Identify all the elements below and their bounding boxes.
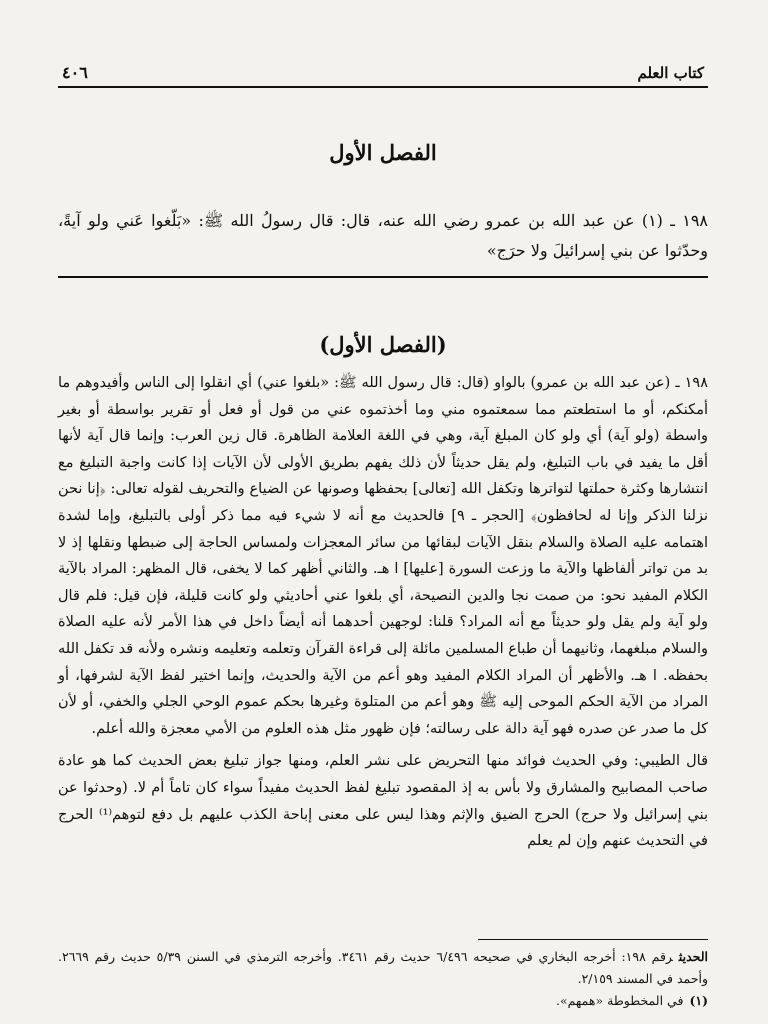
footnotes bbox=[58, 946, 708, 1012]
commentary-paragraph: قال الطيبي: وفي الحديث فوائد منها التحريض على نشر العلم، ومنها جواز تبليغ بعض الحديث كما هو عادة صاحب المصابيح والمشارق ولا بأس به إذ المقصود تبليغ لفظ الحديث مفيداً سواء كان تاماً أم لا. (وحدثوا عن بني إسرائيل ولا حرج) الحرج الضيق والإثم وهذا ليس على معنى إباحة الكذب عليهم بل دفع لتوهم⁽¹⁾ الحرج في التحديث عنهم وإن لم يعلم bbox=[58, 753, 708, 850]
footnote-label: الحديث bbox=[678, 949, 708, 964]
footnote-text: في المخطوطة «همهم». bbox=[555, 993, 684, 1008]
section-divider bbox=[58, 276, 708, 278]
commentary-heading: (الفصل الأول) bbox=[319, 332, 447, 357]
commentary-body bbox=[58, 370, 708, 855]
page-header bbox=[58, 48, 708, 88]
footnote-label: (١) bbox=[689, 993, 708, 1008]
book-title: كتاب العلم bbox=[637, 64, 704, 82]
hadith-text: ١٩٨ ـ (١) عن عبد الله بن عمرو رضي الله عنه، قال: قال رسولُ الله ﷺ: «بَلّغوا عَني ولو آيةً، وحدّثوا عن بني إسرائيلَ ولا حرَج» bbox=[58, 211, 708, 260]
commentary-paragraph: ١٩٨ ـ (عن عبد الله بن عمرو) بالواو (قال: قال رسول الله ﷺ: «بلغوا عني) أي انقلوا إلى الناس وأفيدوهم ما أمكنكم، أو ما استطعتم مما سمعتموه مني وما أخذتموه عني من قول أو فعل أو تقرير بواسطة أو بغير واسطة (ولو آية) أي ولو كان المبلغ آية، وهي في اللغة العلامة الظاهرة. قال زين العرب: وإنما قال آية لأنها أقل ما يفيد في باب التبليغ، ولم يقل حديثاً لأن ذلك يفهم بطريق الأولى لأن الآيات إذا كانت واجبة التبليغ مع انتشارها وكثرة حملتها لتواترها وتكفل الله [تعالى] بحفظها وصونها عن الضياع والتحريف لقوله تعالى: ﴿إنا نحن نزلنا الذكر وإنا له لحافظون﴾ [الحجر ـ ٩] فالحديث مع أنه لا شيء فيه مما ذكر أولى بالتبليغ، وإما لشدة اهتمامه عليه الصلاة والسلام بنقل الآيات لبقائها من سائر المعجزات ولمساس الحاجة إلى ضبطها ونقلها إذ لا بد من تواتر ألفاظها والآية ما وزعت السورة [عليها] ا هـ. والثاني أظهر كما لا يخفى، قال المظهر: المراد بالآية الكلام المفيد نحو: من صمت نجا والدين النصيحة، أي بلغوا عني أحاديثي ولو كانت قليلة، فإن قيل: فلم قال ولو آية ولم يقل ولو حديثاً مع أنه المراد؟ قلنا: لوجهين أحدهما أنه أيضاً داخل في هذا الأمر لأنه عليه الصلاة والسلام مبلغهما، وثانيهما أن طباع المسلمين مائلة إلى قراءة القرآن وتعلمه وتعليمه ونشره ولأنه قد تكفل الله بحفظه. ا هـ. والأظهر أن المراد الكلام المفيد وهو أعم من الآية والحديث، وإنما اختير لفظ الآية لشرفها، أو المراد من الآية الحكم الموحى إليه ﷺ وهو أعم من المتلوة وغيرها بحكم عموم الوحي الجلي والخفي، أو لأن كل ما صدر عن صدره فهو آية دالة على رسالته؛ فإن ظهور مثل هذه العلوم من الأمي معجزة والله أعلم. bbox=[58, 375, 708, 737]
section-heading: الفصل الأول bbox=[329, 140, 437, 165]
footnote-divider bbox=[478, 939, 708, 940]
footnote-text: رقم ١٩٨: أخرجه البخاري في صحيحه ٦/٤٩٦ حديث رقم ٣٤٦١. وأخرجه الترمذي في السنن ٥/٣٩ حديث رقم ٢٦٦٩. وأحمد في المسند ٢/١٥٩. bbox=[58, 949, 708, 986]
footnote-item bbox=[58, 946, 708, 990]
footnote-item bbox=[58, 990, 708, 1012]
page-number: ٤٠٦ bbox=[62, 63, 88, 82]
book-page bbox=[58, 40, 708, 1010]
